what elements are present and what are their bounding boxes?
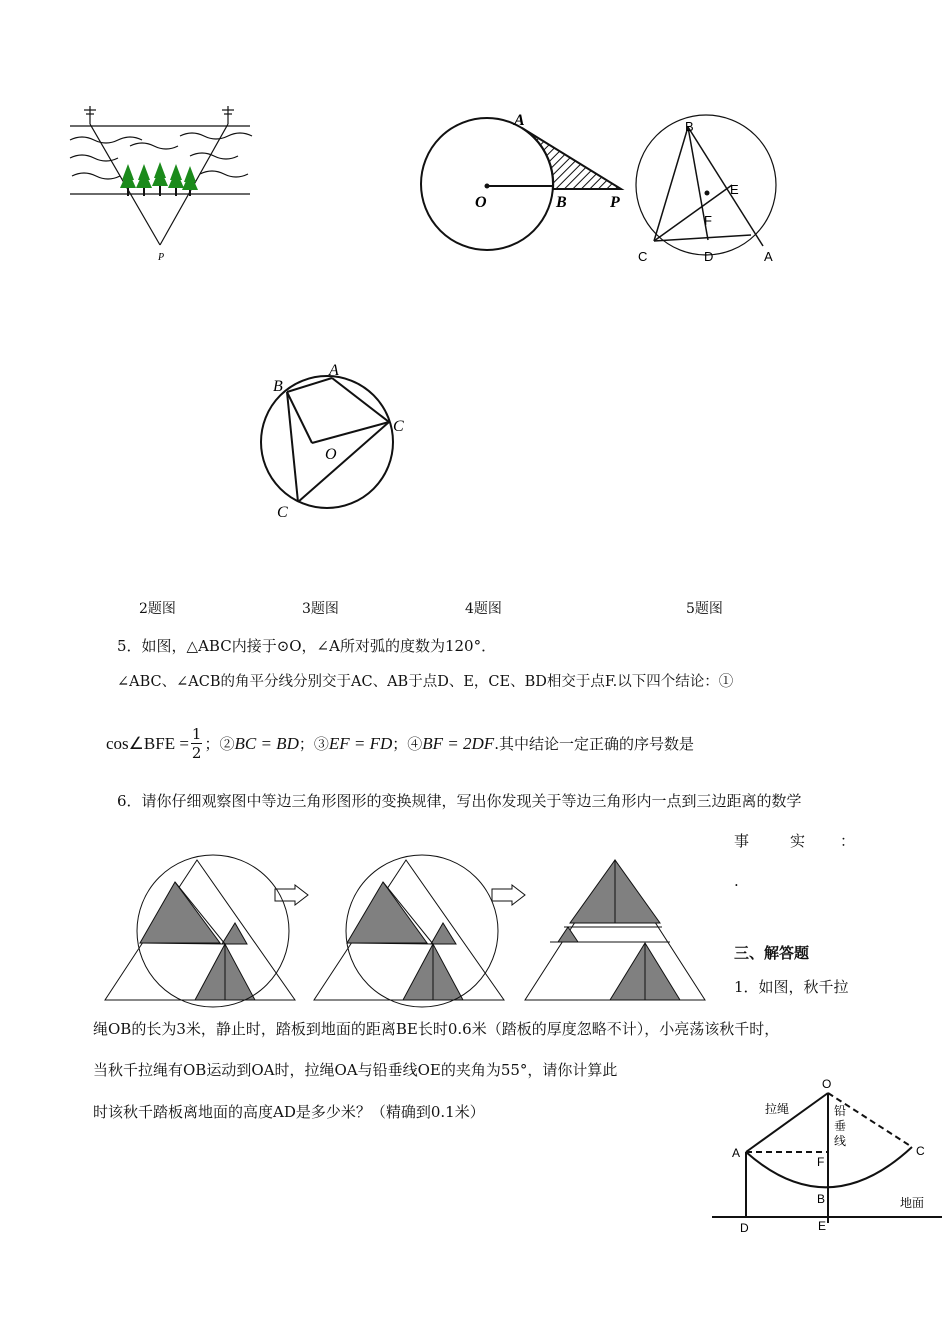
fig3-label-b: B: [556, 194, 567, 211]
s3-q1-line-4: 时该秋千踏板离地面的高度AD是多少米？（精确到0.1米）: [93, 1103, 485, 1121]
swing-label-e: E: [818, 1219, 827, 1233]
q5-line-2: ∠ABC、∠ACB的角平分线分别交于AC、AB于点D、E，CE、BD相交于点F.以下四个结论：①: [117, 674, 734, 690]
swing-label-c: C: [916, 1144, 925, 1158]
swing-label-plumb-1: 铅: [834, 1104, 847, 1118]
q5-separator-3: ；④: [392, 735, 423, 753]
q5-separator-2: ；③: [298, 735, 329, 753]
q5-fraction-numerator: 1: [191, 725, 202, 743]
fig4-label-b: B: [685, 119, 694, 134]
swing-label-a: A: [732, 1146, 741, 1160]
fig4-label-c: C: [638, 249, 648, 264]
q5-tail: .其中结论一定正确的序号数是: [494, 735, 694, 753]
swing-label-ground: 地面: [900, 1196, 925, 1210]
q6-triangle-transformations: [100, 855, 710, 1005]
fig4-label-d: D: [704, 249, 714, 264]
swing-label-f: F: [817, 1155, 825, 1169]
caption-fig-3: 3题图: [302, 601, 339, 617]
fig3-label-p: P: [610, 194, 620, 211]
fig3-label-o: O: [475, 194, 487, 211]
caption-fig-2: 2题图: [139, 601, 176, 617]
swing-label-plumb-2: 垂: [834, 1119, 847, 1133]
q5-fraction: [191, 725, 203, 762]
q5-conclusion-4: BF = 2DF: [422, 733, 495, 753]
swing-label-plumb-3: 线: [834, 1134, 847, 1148]
q6-shi-2: 实: [790, 832, 806, 850]
caption-fig-4: 4题图: [465, 601, 502, 617]
swing-label-b: B: [817, 1192, 826, 1206]
fig4-label-f: F: [704, 213, 712, 228]
figure-5-circle-diagram: [255, 355, 415, 525]
fig3-label-a: A: [514, 112, 525, 129]
q5-conclusion-2: BC = BD: [234, 733, 299, 753]
swing-label-d: D: [740, 1221, 749, 1235]
fig5-label-a: A: [329, 362, 339, 379]
s3-q1-line-2: 绳OB的长为3米，静止时，踏板到地面的距离BE长时0.6米（踏板的厚度忽略不计），小亮荡该秋千时，: [93, 1020, 780, 1038]
q5-separator-1: ；②: [204, 735, 235, 753]
section-3-heading: 三、解答题: [734, 944, 810, 962]
s3-q1-line-3: 当秋千拉绳有OB运动到OA时，拉绳OA与铅垂线OE的夹角为55°，请你计算此: [93, 1061, 618, 1079]
q5-line-3: [106, 725, 694, 762]
fig5-label-c-right: C: [393, 418, 404, 435]
figure-4-bisector-diagram: [630, 115, 790, 270]
fig2-label-p: P: [158, 252, 165, 263]
swing-label-rope: 拉绳: [765, 1102, 790, 1116]
fig5-label-o: O: [325, 446, 337, 463]
figure-3-tangent-diagram: [410, 105, 640, 255]
q6-triangle-2: [314, 855, 504, 1007]
q5-cos-expression: cos∠BFE =: [106, 733, 189, 753]
swing-label-o: O: [822, 1077, 832, 1091]
caption-fig-5: 5题图: [686, 601, 723, 617]
q6-dot: .: [734, 872, 739, 890]
swing-diagram: [710, 1075, 945, 1235]
q6-arrow-2: [492, 885, 525, 905]
figure-2-river-diagram: [60, 100, 260, 270]
q5-fraction-denominator: 2: [191, 744, 202, 762]
q6-triangle-3: [525, 860, 705, 1000]
q5-line-1: 5．如图，△ABC内接于⊙O，∠A所对弧的度数为120°．: [117, 637, 497, 655]
fig5-label-c-bottom: C: [277, 504, 288, 521]
q6-line-1: 6．请你仔细观察图中等边三角形图形的变换规律，写出你发现关于等边三角形内一点到三边距离的数学: [117, 792, 802, 810]
q6-triangle-1: [105, 855, 295, 1007]
s3-q1-line-1: 1．如图，秋千拉: [734, 978, 849, 996]
fig4-label-e: E: [730, 182, 739, 197]
q6-shi-1: 事: [734, 832, 750, 850]
fig4-label-a: A: [764, 249, 773, 264]
q5-conclusion-3: EF = FD: [328, 733, 393, 753]
fig5-label-b: B: [273, 378, 283, 395]
q6-colon: ：: [840, 832, 856, 850]
